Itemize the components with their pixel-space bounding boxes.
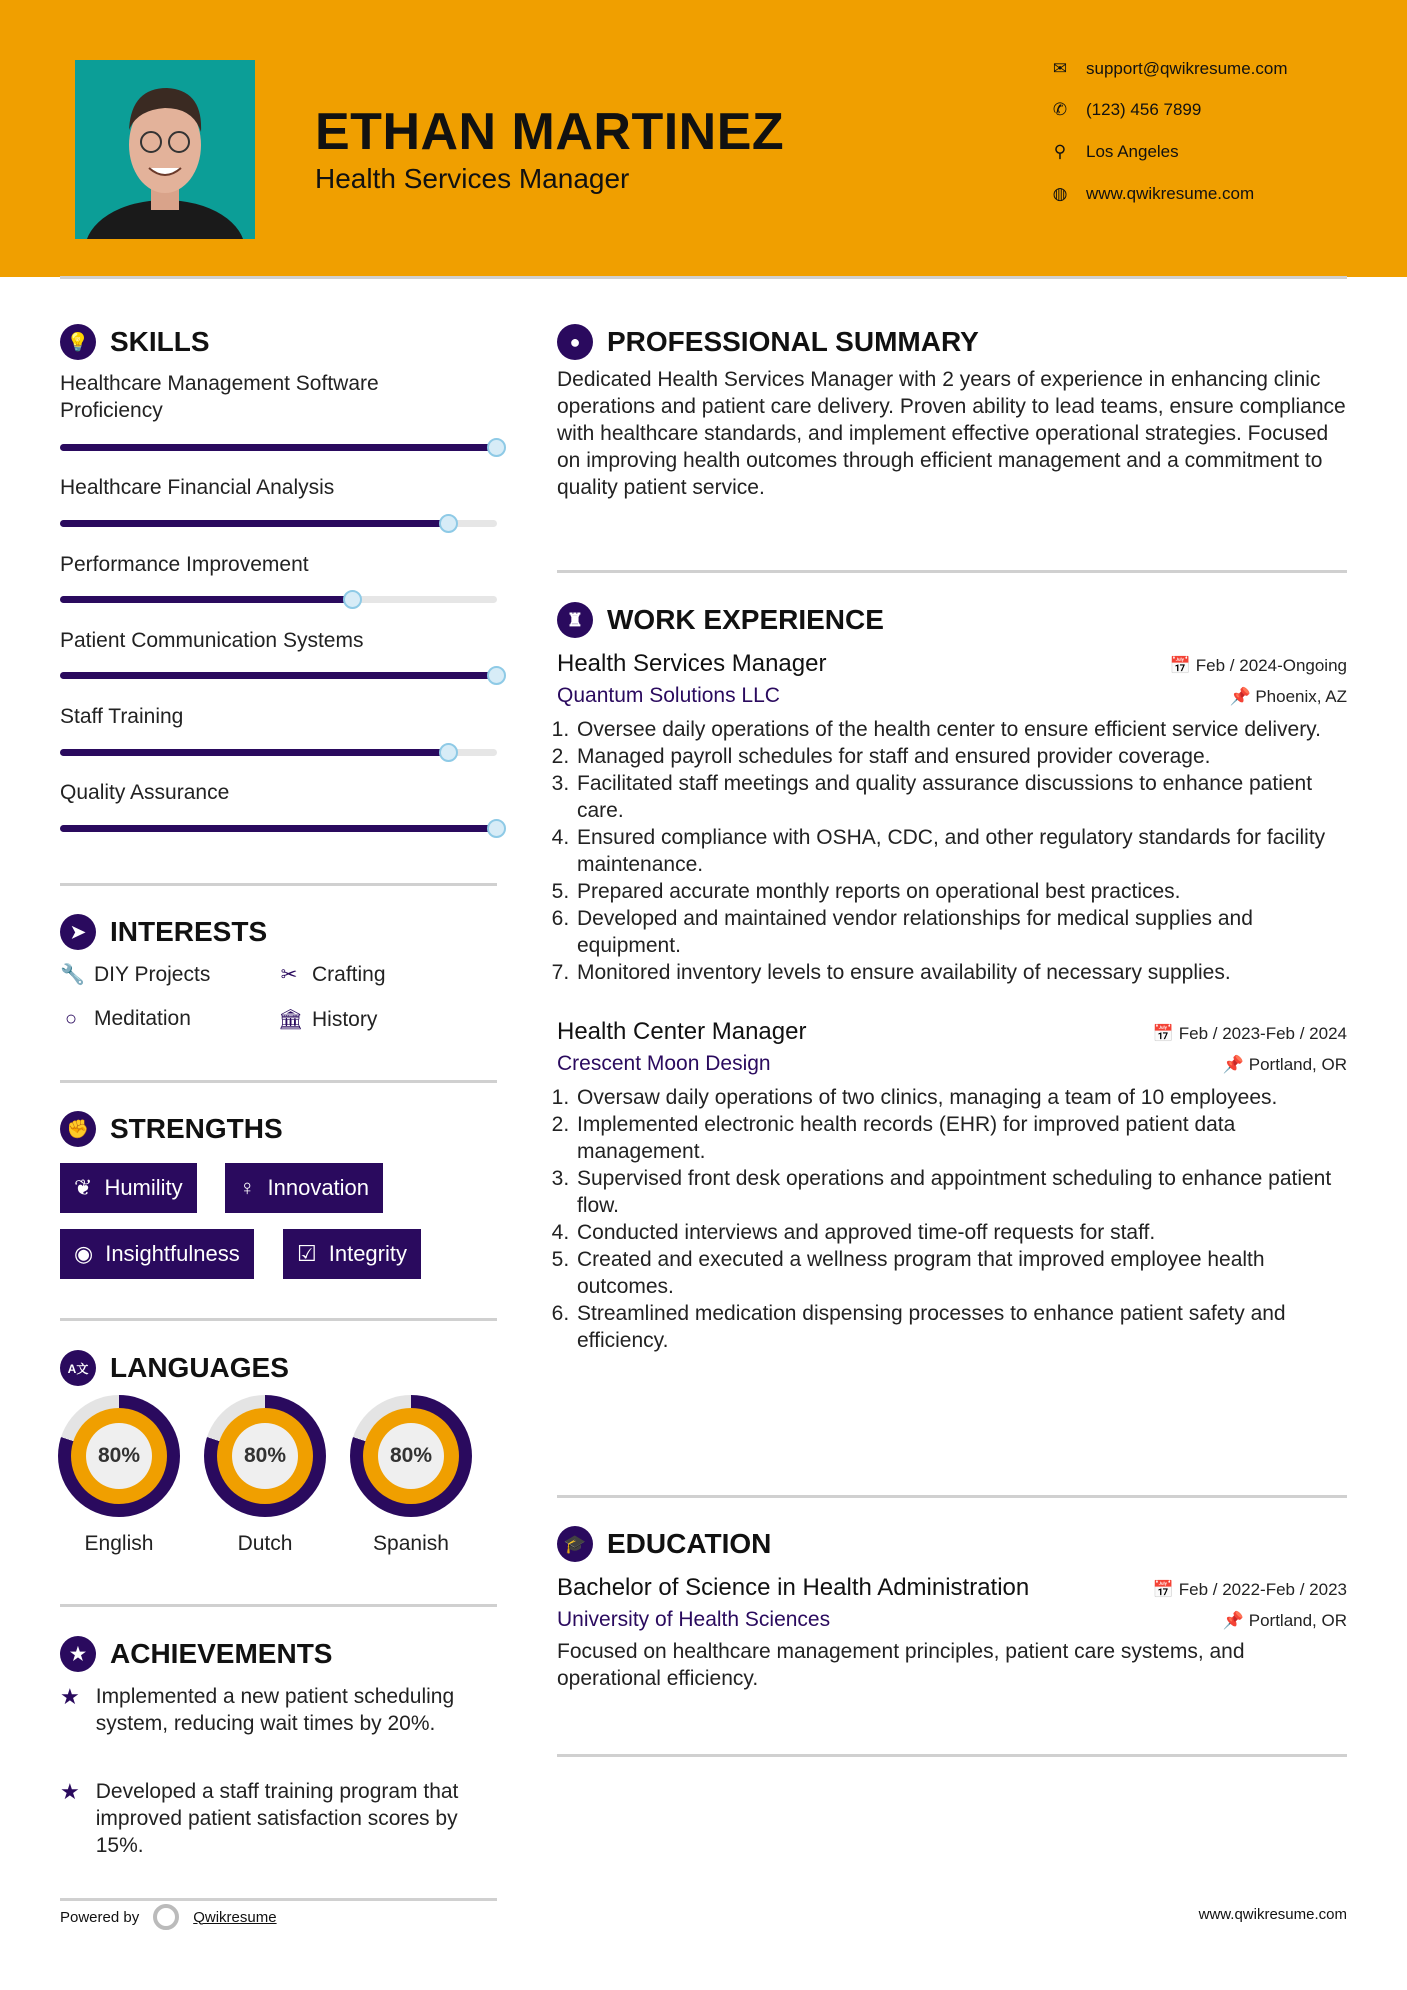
divider — [557, 1495, 1347, 1498]
qwikresume-logo-icon — [153, 1904, 179, 1930]
checkbox-icon: ☑ — [297, 1241, 317, 1266]
skill-label: Staff Training — [60, 705, 184, 728]
achievement-item — [60, 1683, 500, 1737]
contact-item[interactable] — [1052, 183, 1254, 205]
job-bullet: 6. Streamlined medication dispensing processes to enhance patient safety and efficiency. — [575, 1300, 1347, 1354]
skill-bar-fill — [60, 444, 497, 451]
language-percent: 80% — [86, 1423, 152, 1489]
job-date-text: Feb / 2023-Feb / 2024 — [1178, 1024, 1347, 1043]
language-donut — [350, 1395, 472, 1517]
job-location-text: Portland, OR — [1248, 1055, 1347, 1074]
strength-label: Innovation — [267, 1175, 370, 1200]
envelope-icon: ✉ — [1052, 59, 1068, 78]
strengths-heading-text: STRENGTHS — [110, 1113, 283, 1144]
skill-bar-knob — [439, 743, 458, 762]
job-title: Health Center Manager — [557, 1018, 807, 1045]
strength-label: Humility — [104, 1175, 183, 1200]
calendar-icon: 📅 — [1152, 1024, 1179, 1043]
experience-heading-text: WORK EXPERIENCE — [607, 604, 884, 635]
job-bullet: 1. Oversee daily operations of the health center to ensure efficient service delivery. — [575, 716, 1347, 743]
star-badge-icon: ★ — [60, 1636, 96, 1672]
company-name: Crescent Moon Design — [557, 1052, 771, 1075]
powered-by-label: Powered by — [60, 1908, 140, 1926]
user-icon: ● — [557, 324, 593, 360]
skill-bar-fill — [60, 749, 449, 756]
skill-bar-knob — [487, 438, 506, 457]
interest-label: History — [312, 1007, 378, 1031]
contact-text: support@qwikresume.com — [1086, 59, 1288, 78]
contact-text: (123) 456 7899 — [1086, 100, 1202, 119]
job-entry — [557, 1018, 1347, 1354]
degree-title: Bachelor of Science in Health Administration — [557, 1574, 1030, 1601]
languages-heading — [60, 1350, 289, 1386]
lightbulb-icon: 💡 — [60, 324, 96, 360]
interest-item — [278, 1007, 377, 1032]
job-bullet: 2. Managed payroll schedules for staff and ensured provider coverage. — [575, 743, 1347, 770]
skill-bar-track — [60, 444, 497, 451]
achievements-heading — [60, 1636, 332, 1672]
language-donut — [58, 1395, 180, 1517]
lightbulb-icon: ♀ — [239, 1175, 256, 1200]
education-heading-text: EDUCATION — [607, 1528, 772, 1559]
language-donut — [204, 1395, 326, 1517]
job-entry — [557, 650, 1347, 986]
eye-icon: ◉ — [74, 1241, 94, 1266]
strengths-heading — [60, 1111, 283, 1147]
job-bullet: 2. Implemented electronic health records (EHR) for improved patient data management. — [575, 1111, 1347, 1165]
skill-label: Quality Assurance — [60, 781, 230, 804]
job-location — [1229, 687, 1347, 707]
contact-item[interactable] — [1052, 99, 1201, 121]
education-heading — [557, 1526, 1347, 1562]
job-bullet: 6. Developed and maintained vendor relationships for medical supplies and equipment. — [575, 905, 1347, 959]
fist-icon: ✊ — [60, 1111, 96, 1147]
contact-item[interactable] — [1052, 58, 1288, 80]
skills-heading-text: SKILLS — [110, 326, 210, 357]
company-name: Quantum Solutions LLC — [557, 684, 780, 707]
strength-chip — [60, 1163, 197, 1213]
pin-icon: 📌 — [1222, 1055, 1249, 1074]
language-percent: 80% — [232, 1423, 298, 1489]
donut-inner-ring — [71, 1408, 167, 1504]
language-percent: 80% — [378, 1423, 444, 1489]
phone-icon: ✆ — [1052, 100, 1068, 119]
divider — [60, 883, 497, 886]
skill-bar-fill — [60, 520, 449, 527]
contact-text: Los Angeles — [1086, 142, 1179, 161]
skill-label: Performance Improvement — [60, 553, 309, 576]
education-date-text: Feb / 2022-Feb / 2023 — [1178, 1580, 1347, 1599]
divider — [557, 1754, 1347, 1757]
translate-icon: A文 — [60, 1350, 96, 1386]
job-date — [1170, 656, 1347, 676]
skill-bar-knob — [487, 819, 506, 838]
office-chair-icon: ♜ — [557, 602, 593, 638]
skill-bar-fill — [60, 825, 497, 832]
scissors-icon: ✂ — [280, 964, 298, 986]
job-bullet: 5. Created and executed a wellness program that improved employee health outcomes. — [575, 1246, 1347, 1300]
interests-heading — [60, 914, 267, 950]
contact-item[interactable] — [1052, 141, 1179, 163]
interest-item — [60, 1007, 191, 1031]
language-label: Dutch — [237, 1532, 293, 1555]
job-location — [1223, 1055, 1347, 1075]
strength-chip — [60, 1229, 254, 1279]
footer-url[interactable]: www.qwikresume.com — [1198, 1906, 1347, 1923]
job-bullet: 3. Facilitated staff meetings and quality assurance discussions to enhance patient care. — [575, 770, 1347, 824]
pin-icon: 📌 — [1229, 687, 1256, 706]
achievement-text: Developed a staff training program that improved patient satisfaction scores by 15%. — [95, 1780, 459, 1857]
interest-item — [60, 962, 210, 987]
profile-photo — [75, 60, 255, 239]
star-icon: ★ — [60, 1779, 80, 1804]
job-bullet: 3. Supervised front desk operations and appointment scheduling to enhance patient flow. — [575, 1165, 1347, 1219]
summary-heading — [557, 324, 1347, 360]
language-label: English — [84, 1532, 154, 1555]
donut-inner-ring — [363, 1408, 459, 1504]
donut-inner-ring — [217, 1408, 313, 1504]
powered-by — [60, 1904, 277, 1930]
education-location — [1223, 1611, 1347, 1631]
interests-heading-text: INTERESTS — [110, 916, 268, 947]
experience-section — [557, 602, 1347, 1354]
education-section — [557, 1526, 1347, 1692]
star-icon: ★ — [60, 1684, 80, 1709]
skill-bar-fill — [60, 596, 353, 603]
divider — [60, 1318, 497, 1321]
skill-label: Healthcare Financial Analysis — [60, 476, 335, 499]
summary-section — [557, 324, 1347, 501]
strength-chip — [283, 1229, 421, 1279]
candidate-title: Health Services Manager — [315, 163, 630, 194]
job-title: Health Services Manager — [557, 650, 827, 677]
map-pin-icon: ⚲ — [1053, 142, 1067, 161]
skill-bar-track — [60, 825, 497, 832]
skill-bar-fill — [60, 672, 497, 679]
skill-bar-track — [60, 672, 497, 679]
divider — [60, 1080, 497, 1083]
interest-label: Crafting — [312, 962, 386, 986]
achievements-heading-text: ACHIEVEMENTS — [110, 1638, 333, 1669]
divider — [60, 1604, 497, 1607]
languages-heading-text: LANGUAGES — [110, 1352, 289, 1383]
skill-label: Patient Communication Systems — [60, 629, 364, 652]
skill-bar-track — [60, 520, 497, 527]
globe-icon: ◍ — [1052, 184, 1068, 203]
job-date — [1153, 1024, 1347, 1044]
skill-bar-track — [60, 596, 497, 603]
strength-label: Integrity — [328, 1241, 407, 1266]
language-label: Spanish — [373, 1532, 449, 1555]
circle-icon: ○ — [64, 1007, 78, 1030]
strength-chip — [225, 1163, 383, 1213]
job-bullet: 7. Monitored inventory levels to ensure availability of necessary supplies. — [575, 959, 1347, 986]
footer-divider — [60, 1898, 497, 1901]
skill-label: Healthcare Management Software Proficiency — [60, 372, 379, 422]
job-bullet: 5. Prepared accurate monthly reports on operational best practices. — [575, 878, 1347, 905]
job-date-text: Feb / 2024-Ongoing — [1195, 656, 1347, 675]
summary-heading-text: PROFESSIONAL SUMMARY — [607, 326, 979, 357]
skills-heading — [60, 324, 210, 360]
skill-bar-track — [60, 749, 497, 756]
job-bullets — [557, 1084, 1347, 1354]
candidate-name: ETHAN MARTINEZ — [315, 103, 785, 161]
interest-label: DIY Projects — [94, 962, 211, 986]
contact-text: www.qwikresume.com — [1086, 184, 1255, 203]
education-description: Focused on healthcare management principles, patient care systems, and operational efficiency. — [557, 1640, 1245, 1690]
calendar-icon: 📅 — [1169, 656, 1196, 675]
job-bullet: 4. Ensured compliance with OSHA, CDC, and other regulatory standards for facility maintenance. — [575, 824, 1347, 878]
calendar-icon: 📅 — [1152, 1580, 1179, 1599]
summary-text: Dedicated Health Services Manager with 2 years of experience in enhancing clinic operations and patient care delivery. Proven ability to lead teams, ensure compliance with healthcare standards, and implement effective operational strategies. Focused on improving health outcomes through efficient management and a commitment to quality patient service. — [557, 368, 1346, 499]
paper-plane-icon: ➤ — [60, 914, 96, 950]
qwikresume-link[interactable]: Qwikresume — [193, 1908, 277, 1926]
achievement-text: Implemented a new patient scheduling system, reducing wait times by 20%. — [95, 1685, 455, 1735]
pin-icon: 📌 — [1222, 1611, 1249, 1630]
header-divider — [60, 276, 1347, 279]
interest-label: Meditation — [94, 1007, 191, 1030]
museum-icon: 🏛 — [278, 1009, 304, 1031]
skill-bar-knob — [343, 590, 362, 609]
job-bullets — [557, 716, 1347, 986]
achievement-item — [60, 1778, 500, 1859]
leaf-icon: ❦ — [74, 1175, 93, 1200]
interest-item — [278, 962, 386, 987]
school-name: University of Health Sciences — [557, 1608, 831, 1631]
job-location-text: Phoenix, AZ — [1255, 687, 1347, 706]
skill-bar-knob — [439, 514, 458, 533]
divider — [557, 570, 1347, 573]
education-location-text: Portland, OR — [1248, 1611, 1347, 1630]
graduate-icon: 🎓 — [557, 1526, 593, 1562]
strength-label: Insightfulness — [105, 1241, 240, 1266]
education-date — [1153, 1580, 1347, 1600]
wrench-icon: 🔧 — [60, 964, 85, 986]
job-bullet: 1. Oversaw daily operations of two clinics, managing a team of 10 employees. — [575, 1084, 1347, 1111]
job-bullet: 4. Conducted interviews and approved time-off requests for staff. — [575, 1219, 1347, 1246]
skill-bar-knob — [487, 666, 506, 685]
experience-heading — [557, 602, 1347, 638]
